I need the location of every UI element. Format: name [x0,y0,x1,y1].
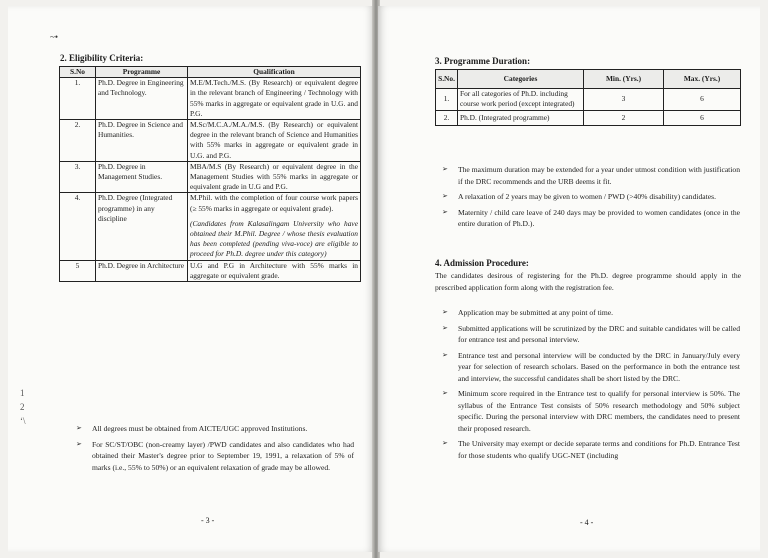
page-number: - 4 - [580,518,594,527]
corner-mark: ~• [50,32,59,42]
eligibility-title: 2. Eligibility Criteria: [60,53,144,63]
table-row [436,110,741,125]
duration-table [435,69,741,126]
row-programme: Ph.D. Degree in Engineering and Technology. [96,78,188,120]
eligibility-notes [76,423,354,477]
row-programme: Ph.D. Degree in Management Studies. [96,161,188,193]
header-qualification: Qualification [188,67,361,78]
duration-notes [442,164,740,234]
row-programme: Ph.D. Degree (Integrated programme) in any discipline [96,193,188,260]
table-header-row [60,67,361,78]
table-row [60,260,361,281]
table-row [60,161,361,193]
row-sno: 2. [60,120,96,162]
header-max: Max. (Yrs.) [664,70,741,89]
row-qualification: M.Sc/M.C.A./M.A./M.S. (By Research) or equivalent degree in the relevant branch of Science and Humanities with 55% marks in aggregate or equivalent grade in U.G. and P.G. [188,120,361,162]
table-row [60,120,361,162]
row-qualification: MBA/M.S (By Research) or equivalent degree in the Management Studies with 55% marks in aggregate or equivalent grade in U.G and P.G. [188,161,361,193]
list-item: ➢ A relaxation of 2 years may be given to women / PWD (>40% disability) candidates. [442,191,740,203]
row-sno: 3. [60,161,96,193]
row-sno: 1. [60,78,96,120]
admission-intro: The candidates desirous of registering for the Ph.D. degree programme should apply in the prescribed application form along with the registration fee. [435,271,741,292]
row-min: 3 [584,89,664,110]
list-item: ➢ All degrees must be obtained from AICTE/UGC approved Institutions. [76,423,354,435]
list-item: ➢ Application may be submitted at any point of time. [442,307,740,319]
list-item: ➢ For SC/ST/OBC (non-creamy layer) /PWD candidates and also candidates who had obtained their Master's degree prior to September 19, 1991, a relaxation of 5% of marks (i.e., 55% to 50%) or an equivalent relaxation of grade may be allowed. [76,439,354,474]
header-sno: S.No. [436,70,458,89]
header-programme: Programme [96,67,188,78]
header-sno: S.No [60,67,96,78]
admission-steps [442,307,740,465]
table-header-row [436,70,741,89]
duration-title: 3. Programme Duration: [435,56,531,66]
header-min: Min. (Yrs.) [584,70,664,89]
row-sno: 4. [60,193,96,260]
table-row [60,78,361,120]
left-page [8,6,374,552]
binding-marks: 1 2 ‘\ [20,388,26,426]
row-sno: 5 [60,260,96,281]
row-qualification-cell [188,193,361,260]
row-note: (Candidates from Kalasalingam University who have obtained their M.Phil. Degree / whose thesis evaluation has been completed (pending viva-voce) are eligible to proceed for Ph.D. degree under this category) [190,218,358,259]
row-qualification: U.G and P.G in Architecture with 55% marks in aggregate or equivalent grade. [188,260,361,281]
table-row [60,193,361,260]
row-programme: Ph.D. Degree in Science and Humanities. [96,120,188,162]
header-categories: Categories [458,70,584,89]
list-item: ➢ Submitted applications will be scrutinized by the DRC and suitable candidates will be called for entrance test and personal interview. [442,323,740,346]
row-programme: Ph.D. Degree in Architecture [96,260,188,281]
row-qualification: M.E/M.Tech./M.S. (By Research) or equivalent degree in the relevant branch of Engineering / Technology with 55% marks in aggregate or equivalent grade in U.G. and P.G. [188,78,361,120]
list-item: ➢ Entrance test and personal interview will be conducted by the DRC in January/July every year for selection of research scholars. Based on the performance in both the entrance test and interview, the successful candidates shall be short listed by the DRC. [442,350,740,385]
list-item: ➢ Minimum score required in the Entrance test to qualify for personal interview is 50%. The syllabus of the Entrance Test consists of 50% research methodology and 50% subject specific. During the personal interview with DRC members, the candidates need to present their proposed research. [442,388,740,434]
list-item: ➢ The University may exempt or decide separate terms and conditions for Ph.D. Entrance Test for those students who qualify UGC-NET (including [442,438,740,461]
row-max: 6 [664,110,741,125]
page-number: - 3 - [201,516,215,525]
admission-title: 4. Admission Procedure: [435,258,529,268]
list-item: ➢ The maximum duration may be extended for a year under utmost condition with justification if the DRC recommends and the URB deems it fit. [442,164,740,187]
row-category: Ph.D. (Integrated programme) [458,110,584,125]
right-page [378,6,760,552]
list-item: ➢ Maternity / child care leave of 240 days may be provided to women candidates (once in the entire duration of Ph.D.). [442,207,740,230]
row-min: 2 [584,110,664,125]
row-sno: 1. [436,89,458,110]
eligibility-table [59,66,361,282]
row-qualification: M.Phil. with the completion of four course work papers (≥ 55% marks in aggregate or equivalent grade). [190,193,358,213]
row-sno: 2. [436,110,458,125]
row-max: 6 [664,89,741,110]
row-category: For all categories of Ph.D. including course work period (except integrated) [458,89,584,110]
table-row [436,89,741,110]
